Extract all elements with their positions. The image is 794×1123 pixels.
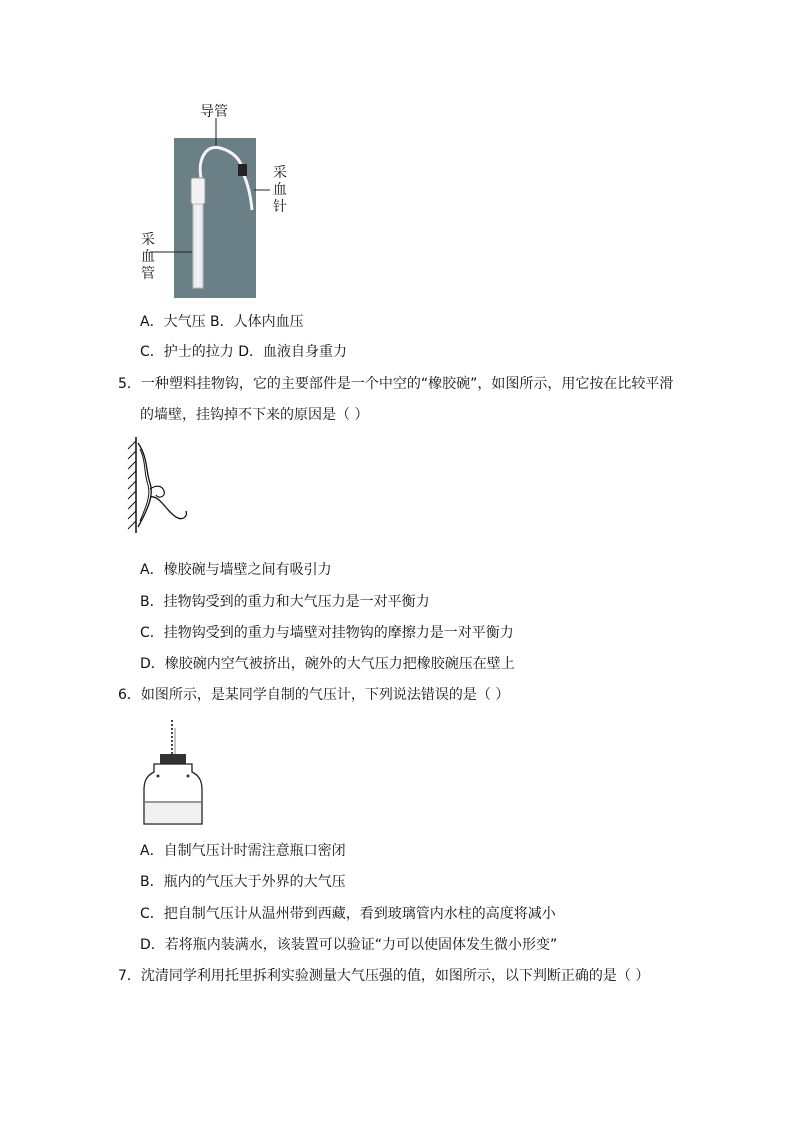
- q6-option-d: D．若将瓶内装满水，该装置可以验证“力可以使固体发生微小形变”: [140, 937, 558, 953]
- q6-option-a: A．自制气压计时需注意瓶口密闭: [140, 843, 346, 859]
- label-vessel: 采血管: [141, 232, 155, 282]
- q5-option-a: A．橡胶碗与墙壁之间有吸引力: [140, 562, 332, 578]
- q5-stem-line2: 的墙壁，挂钩掉不下来的原因是（ ）: [140, 407, 369, 423]
- label-needle: 采血针: [273, 165, 287, 215]
- q5-option-d: D．橡胶碗内空气被挤出，碗外的大气压力把橡胶碗压在壁上: [140, 656, 515, 672]
- q5-option-c: C．挂物钩受到的重力与墙壁对挂物钩的摩擦力是一对平衡力: [140, 625, 514, 641]
- q4-options-line2: C．护士的拉力 D．血液自身重力: [140, 344, 348, 360]
- q6-option-c: C．把自制气压计从温州带到西藏，看到玻璃管内水柱的高度将减小: [140, 906, 556, 922]
- blood-collection-photo: [150, 118, 270, 300]
- q7-stem: 7．沈清同学利用托里拆利实验测量大气压强的值，如图所示，以下判断正确的是（ ）: [118, 968, 650, 984]
- q5-stem-line1: 5．一种塑料挂物钩，它的主要部件是一个中空的“橡胶碗”，如图所示，用它按在比较平滑: [118, 376, 674, 392]
- q5-option-b: B．挂物钩受到的重力和大气压力是一对平衡力: [140, 594, 430, 610]
- barometer-figure: [140, 720, 206, 828]
- q4-options-line1: A．大气压 B．人体内血压: [140, 314, 304, 330]
- label-tube: 导管: [200, 104, 228, 120]
- q6-stem: 6．如图所示，是某同学自制的气压计，下列说法错误的是（ ）: [118, 687, 510, 703]
- q6-option-b: B．瓶内的气压大于外界的大气压: [140, 874, 346, 890]
- hook-figure: [126, 437, 192, 533]
